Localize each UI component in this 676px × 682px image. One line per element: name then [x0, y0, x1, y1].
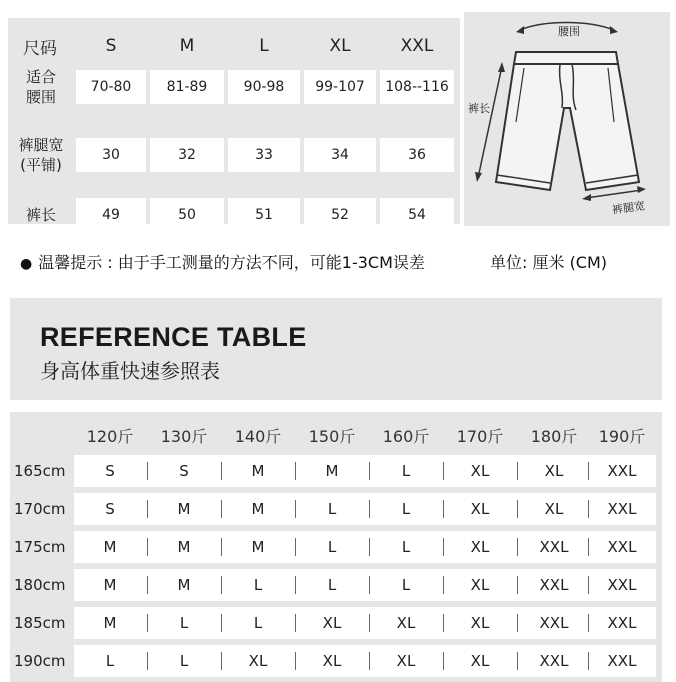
column-separator — [588, 652, 589, 670]
leg-width-label: 裤腿宽 — [611, 199, 646, 217]
size-row-label: 裤长 — [25, 206, 56, 224]
column-separator — [147, 652, 148, 670]
reference-cell: XL — [470, 576, 490, 594]
column-separator — [369, 538, 370, 556]
reference-row — [74, 569, 656, 601]
size-cell: 51 — [228, 198, 300, 232]
reference-cell: XL — [470, 538, 490, 556]
waistband — [514, 52, 618, 64]
column-separator — [295, 462, 296, 480]
reference-cell: M — [251, 500, 265, 518]
column-separator — [221, 500, 222, 518]
column-separator — [147, 538, 148, 556]
column-separator — [295, 500, 296, 518]
reference-cell: XXL — [607, 500, 637, 518]
column-separator — [517, 614, 518, 632]
reference-row — [74, 607, 656, 639]
size-cell: 36 — [380, 138, 454, 172]
reference-cell: XL — [248, 652, 268, 670]
column-separator — [443, 538, 444, 556]
reference-cell: L — [253, 614, 263, 632]
bullet-icon: ● — [20, 256, 33, 272]
reference-row — [74, 645, 656, 677]
reference-cell: S — [105, 500, 115, 518]
tip-text: 温馨提示 : 由于手工测量的方法不同，可能1-3CM误差 — [38, 253, 425, 272]
height-label: 165cm — [14, 462, 66, 480]
size-cell: 49 — [76, 198, 146, 232]
reference-cell: XXL — [607, 576, 637, 594]
column-separator — [221, 538, 222, 556]
size-header-s: S — [105, 36, 117, 56]
reference-cell: M — [103, 538, 117, 556]
reference-cell: S — [105, 462, 115, 480]
column-separator — [369, 652, 370, 670]
reference-cell: L — [327, 538, 337, 556]
reference-cell: XXL — [539, 652, 569, 670]
column-separator — [369, 500, 370, 518]
column-separator — [221, 652, 222, 670]
column-separator — [295, 614, 296, 632]
column-separator — [517, 576, 518, 594]
column-separator — [147, 614, 148, 632]
reference-cell: M — [103, 576, 117, 594]
reference-cell: L — [401, 576, 411, 594]
reference-subtitle: 身高体重快速参照表 — [40, 359, 220, 383]
column-separator — [443, 614, 444, 632]
reference-cell: L — [179, 614, 189, 632]
length-label: 裤长 — [468, 102, 490, 115]
reference-cell: XXL — [539, 614, 569, 632]
reference-cell: M — [177, 500, 191, 518]
reference-cell: XXL — [607, 614, 637, 632]
waist-label: 腰围 — [558, 25, 580, 38]
measurement-tip — [20, 250, 425, 273]
reference-cell: M — [177, 576, 191, 594]
reference-cell: S — [179, 462, 189, 480]
size-cell: 34 — [304, 138, 376, 172]
reference-cell: XL — [322, 614, 342, 632]
size-cell: 108--116 — [380, 70, 454, 104]
reference-cell: L — [401, 500, 411, 518]
column-separator — [295, 538, 296, 556]
size-cell: 32 — [150, 138, 224, 172]
size-cell: 50 — [150, 198, 224, 232]
unit-note: 单位: 厘米 (CM) — [490, 253, 608, 272]
size-cell: 70-80 — [76, 70, 146, 104]
shorts-measurement-diagram — [464, 12, 670, 226]
reference-cell: XL — [396, 652, 416, 670]
size-cell: 81-89 — [150, 70, 224, 104]
reference-cell: XL — [470, 652, 490, 670]
reference-cell: XL — [470, 462, 490, 480]
column-separator — [517, 500, 518, 518]
size-cell: 54 — [380, 198, 454, 232]
reference-cell: XL — [544, 500, 564, 518]
height-label: 180cm — [14, 576, 66, 594]
column-separator — [443, 500, 444, 518]
reference-cell: L — [327, 576, 337, 594]
diagram-background — [464, 12, 670, 226]
column-separator — [221, 462, 222, 480]
reference-cell: L — [105, 652, 115, 670]
reference-cell: XXL — [539, 576, 569, 594]
height-label: 190cm — [14, 652, 66, 670]
size-header-xl: XL — [329, 36, 351, 56]
column-separator — [443, 462, 444, 480]
column-separator — [147, 576, 148, 594]
height-label: 170cm — [14, 500, 66, 518]
column-separator — [517, 652, 518, 670]
weight-header: 150斤 — [308, 426, 356, 446]
size-header-m: M — [179, 36, 195, 56]
column-separator — [588, 500, 589, 518]
reference-cell: L — [179, 652, 189, 670]
size-row-label: 适合 腰围 — [25, 68, 56, 106]
size-row-label: 裤腿宽 (平铺) — [18, 136, 64, 174]
column-separator — [443, 652, 444, 670]
reference-row — [74, 455, 656, 487]
reference-cell: M — [177, 538, 191, 556]
reference-cell: XL — [396, 614, 416, 632]
weight-header: 160斤 — [382, 426, 430, 446]
height-label: 185cm — [14, 614, 66, 632]
weight-header: 170斤 — [456, 426, 504, 446]
reference-cell: XL — [544, 462, 564, 480]
column-separator — [443, 576, 444, 594]
column-separator — [295, 576, 296, 594]
size-cell: 52 — [304, 198, 376, 232]
reference-cell: XXL — [539, 538, 569, 556]
size-cell: 99-107 — [304, 70, 376, 104]
column-separator — [588, 576, 589, 594]
reference-row — [74, 493, 656, 525]
reference-cell: M — [251, 462, 265, 480]
column-separator — [221, 614, 222, 632]
reference-row — [74, 531, 656, 563]
reference-title: REFERENCE TABLE — [40, 322, 307, 352]
weight-header: 180斤 — [530, 426, 578, 446]
size-cell: 90-98 — [228, 70, 300, 104]
reference-cell: XL — [470, 500, 490, 518]
column-separator — [588, 462, 589, 480]
column-separator — [588, 538, 589, 556]
reference-cell: XL — [322, 652, 342, 670]
reference-cell: M — [103, 614, 117, 632]
reference-cell: L — [327, 500, 337, 518]
reference-cell: XXL — [607, 462, 637, 480]
column-separator — [369, 576, 370, 594]
reference-cell: XL — [470, 614, 490, 632]
size-header-label: 尺码 — [23, 38, 57, 59]
column-separator — [517, 538, 518, 556]
size-header-xxl: XXL — [400, 36, 434, 56]
reference-cell: M — [251, 538, 265, 556]
reference-cell: L — [401, 462, 411, 480]
column-separator — [295, 652, 296, 670]
reference-cell: M — [325, 462, 339, 480]
column-separator — [369, 614, 370, 632]
weight-header: 140斤 — [234, 426, 282, 446]
reference-cell: XXL — [607, 538, 637, 556]
column-separator — [147, 500, 148, 518]
column-separator — [369, 462, 370, 480]
reference-cell: XXL — [607, 652, 637, 670]
column-separator — [147, 462, 148, 480]
column-separator — [588, 614, 589, 632]
size-header-l: L — [259, 36, 269, 56]
reference-cell: L — [253, 576, 263, 594]
size-cell: 30 — [76, 138, 146, 172]
weight-header: 130斤 — [160, 426, 208, 446]
column-separator — [221, 576, 222, 594]
weight-header: 190斤 — [598, 426, 646, 446]
reference-cell: L — [401, 538, 411, 556]
size-cell: 33 — [228, 138, 300, 172]
weight-header: 120斤 — [86, 426, 134, 446]
column-separator — [517, 462, 518, 480]
height-label: 175cm — [14, 538, 66, 556]
